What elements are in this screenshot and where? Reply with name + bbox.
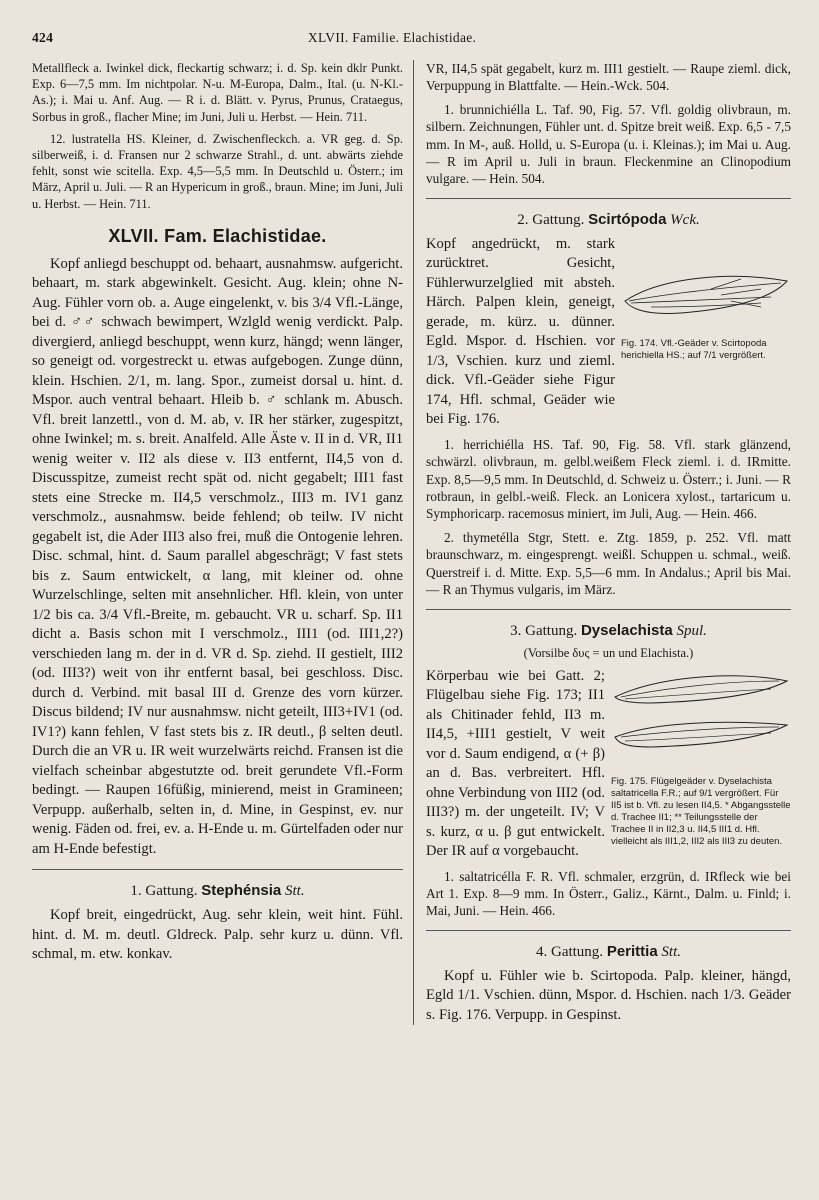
genus-number: 3. Gattung. [510, 622, 578, 639]
genus-4-description: Kopf u. Fühler wie b. Scirtopoda. Palp. kleiner, hängd, Egld 1/1. Vschien. dünn, Mspor. d. Hschien. nach 1/3. Geäder s. Fig. 176. Verpupp. in Gespinst. [426, 967, 791, 1023]
section-divider [426, 609, 791, 610]
continued-genus-text: VR, II4,5 spät gegabelt, kurz m. III1 gestielt. — Raupe zieml. dick, Verpuppung in Blattfalte. — Hein.-Wck. 504. [426, 61, 791, 94]
genus-author: Wck. [670, 211, 700, 228]
family-heading: XLVII. Fam. Elachistidae. [108, 225, 327, 246]
genus-3-heading [426, 622, 791, 640]
wing-venation-diagram [611, 667, 791, 767]
family-description: Kopf anliegd beschuppt od. behaart, ausnahmsw. aufgericht. behaart, m. stark abgewinkelt. Gesicht. Aug. klein; ohne N-Aug. Fühler vorn ob. a. Auge eingelenkt, v. bis 3/4 Vfl.-Länge, bei d. ♂♂ schwach bewimpert, Wzlgld wenig verdickt. Palp. divergierd, anliegd beschuppt, wenn kurz, hängd; wenn länger, so geneigt od. vorgestreckt u. etwas aufgebogen. Zunge dünn, klein. Hschien. 2/1, m. lang. Spor., zumeist dorsal u. hint. d. Mspor. auch ventral behaart. Hleib b. ♂ schlank m. Abusch. Vfl. breit lanzettl., von d. M. ab, v. IR her stärker, zugespitzt, ohne Iwinkel; m. s. breit. Analfeld. Alle Äste v. II in d. VR, II1 wenig weiter v. II2 als diese v. II3 entfernt, II4,5 von d. Discusspitze, zumeist recht spät od. nicht gegabelt; III1 fast stets eine Strecke m. II4,5 verschmolz., III3 m. IV1 ganz verschmolz., ausnahmsw. beide fehlend; ob teilw. IV nicht gegabelt ist, die Ader III3 also frei, muß die Ontogenie lehren. Disc. schmal, hint. d. Saum parallel abgeschrägt; V fast stets bis z. Saum entwickelt, α lang, mit kleiner od. ohne Wurzelschlinge, selten mit ansehnlicher. Hfl. klein, von unter 1/2 bis ca. 3/4 Vfl.-Breite, m. gebaucht. VR u. scharf. Sp. II1 dicht a. Basis schon mit I verschmolz., III1 (od. III1,2?) verschieden lang m. der in d. VR d. Sp. ziehd. II gestielt, III2 (od. III3?) weit von ihr entfernt basal, bei geschloss. Disc. durch d. Verbind. mit basal III d. Grenze des vorn kürzer. Discus bildend; IV nur ausnahmsw. nicht geteilt, III3+IV1 (od. IV1?) kann fehlen, V fast stets bis z. IR deutl., β selten deutl. Durch die an VR u. IR weit wurzelwärts reichd. Fransen ist die vielfach scheinbar abgestutzte od. breit gerundete Vfl.-Form bedingt. — Raupen 16füßig, minierend, meist in Gramineen; Verpupp. außerhalb, selten in, d. Mine, in Gespinst, ev. nur wenig. Fäden od. frei, ev. a. H-Ende u. m. Gürtelfaden oder nur am H-Ende befestigt. [32, 255, 403, 857]
species-saltatricella: 1. saltatricélla F. R. Vfl. schmaler, erzgrün, d. IRfleck wie bei Art 1. Exp. 8—9 mm. In Österr., Galiz., Kärnt., Dalm. u. Finld; i. Mai, Juni. — Hein. 466. [426, 868, 791, 919]
left-column [32, 60, 414, 1025]
page-number: 424 [32, 30, 54, 45]
genus-author: Stt. [285, 883, 305, 900]
continued-entry: Metallfleck a. Iwinkel dick, fleckartig schwarz; i. d. Sp. kein dklr Punkt. Exp. 6—7,5 mm. Im nichtpolar. N-u. M-Europa, Dalm., Ital. (u. N-Kl.-As.); i. Mai u. Anf. Aug. — R i. d. Blätt. v. Pyrus, Prunus, Crataegus, Sorbus in groß., flacher Mine; im Juni, Juli u. Herbst. — Hein. 711. [32, 61, 403, 124]
running-title: XLVII. Familie. Elachistidae. [307, 30, 477, 45]
species-thymetella: 2. thymetélla Stgr, Stett. e. Ztg. 1859, p. 252. Vfl. matt braunschwarz, m. eingesprengt. weißl. Schuppen u. schmal., weiß. Querstreif i. d. Mitte. Exp. 5,5—6 mm. In Andalus.; April bis Mai. — R an Thymus vulgaris, im März. [426, 529, 791, 598]
genus-number: 1. Gattung. [130, 883, 198, 900]
genus-name: Perittia [606, 942, 658, 960]
figure-174-caption: Fig. 174. Vfl.-Geäder v. Scirtopoda herichiella HS.; auf 7/1 vergrößert. [621, 337, 767, 361]
genus-3-etymology: (Vorsilbe δυς = un und Elachista.) [523, 645, 694, 660]
page-header [32, 30, 791, 46]
genus-2-heading [426, 211, 791, 229]
genus-4-heading [426, 943, 791, 961]
section-divider [426, 930, 791, 931]
genus-number: 4. Gattung. [535, 943, 604, 960]
genus-name: Scirtópoda [588, 210, 667, 228]
species-herrichiella: 1. herrichiélla HS. Taf. 90, Fig. 58. Vfl. stark glänzend, schwärzl. olivbraun, m. gelbl.weißem Fleck zieml. i. d. IRmitte. Exp. 8,5—9,5 mm. In Deutschld, d. Schweiz u. Österr.; i. Juni. — R rotbraun, in gelbl.-weiß. Fleck. an Lonicera xylost., tartaricum u. Symphoricarp. racemosus miniert, im Juli, Aug. — Hein. 466. [426, 436, 791, 522]
figure-175 [611, 667, 791, 848]
figure-175-caption: Fig. 175. Flügelgeäder v. Dyselachista saltatricella F.R.; auf 9/1 vergrößert. Für II5 ist b. Vfl. zu lesen II4,5. * Abgangsstelle d. Trachee II1; ** Teilungsstelle der Trachee II in II2,3 u. II4,5 III1 d. Hfl. vielleicht als III1,2, III2 als III3 zu deuten. [611, 775, 791, 847]
figure-174 [621, 259, 791, 362]
genus-1-description: Kopf breit, eingedrückt, Aug. sehr klein, weit hint. Fühl. hint. d. M. m. deutl. Gldreck. Palp. sehr kurz u. dünn. Vfl. schmal, m. etw. konkav. [32, 907, 403, 963]
genus-name: Dyselachista [580, 621, 673, 639]
wing-venation-diagram [621, 259, 791, 329]
genus-2-description: Kopf angedrückt, m. stark zurücktret. Gesicht, Fühlerwurzelglied mit absteh. Härch. Palpen klein, geneigt, gerade, m. kürz. u. dünner. Egld. Mspor. d. Hschien. vor 1/3, Vschien. kurz und zieml. dick. Vfl.-Geäder siehe Figur 174, Hfl. schmal, Geäder wie bei Fig. 176. [426, 235, 615, 428]
genus-number: 2. Gattung. [517, 211, 585, 228]
genus-author: Spul. [676, 622, 707, 639]
section-divider [426, 198, 791, 199]
genus-1-heading [32, 882, 403, 900]
genus-author: Stt. [661, 943, 682, 960]
genus-name: Stephénsia [201, 882, 282, 900]
right-column [414, 60, 791, 1025]
genus-3-description: Körperbau wie bei Gatt. 2; Flügelbau siehe Fig. 173; II1 als Chitinader fehld, II3 m. II4,5, +III1 gestielt, V weit vor d. Saum endigend, α (+ β) an d. Bas. verbreitert. Hfl. ohne Verbindung von III2 (od. III3?) m. der ungeteilt. IV; V s. kurz, α u. β gut entwickelt. Der IR auf α vorgebaucht. [426, 667, 605, 859]
species-brunnichiella: 1. brunnichiélla L. Taf. 90, Fig. 57. Vfl. goldig olivbraun, m. silbern. Zeichnungen, Fühler unt. d. Spitze breit weiß. Exp. 6,5 - 7,5 mm. In M-, auß. Holld, u. S-Europa (u. i. Kleinas.); im Mai u. Aug. — R im April u. Juli in braun. Fleckenmine an Clinopodium vulgare. — Hein. 504. [426, 101, 791, 187]
species-lustratella: 12. lustratella HS. Kleiner, d. Zwischenfleckch. a. VR geg. d. Sp. silberweiß, i. d. Fransen nur 2 schwarze Strahl., d. unt. abwärts ziehde fehlt, sonst wie scitella. Exp. 4,5—5,5 mm. In Deutschld u. Österr.; im März, April u. Juli. — R an Hypericum in groß., braun. Mine; im Juni, Juli u. Herbst. — Hein. 711. [32, 131, 403, 211]
section-divider [32, 869, 403, 870]
